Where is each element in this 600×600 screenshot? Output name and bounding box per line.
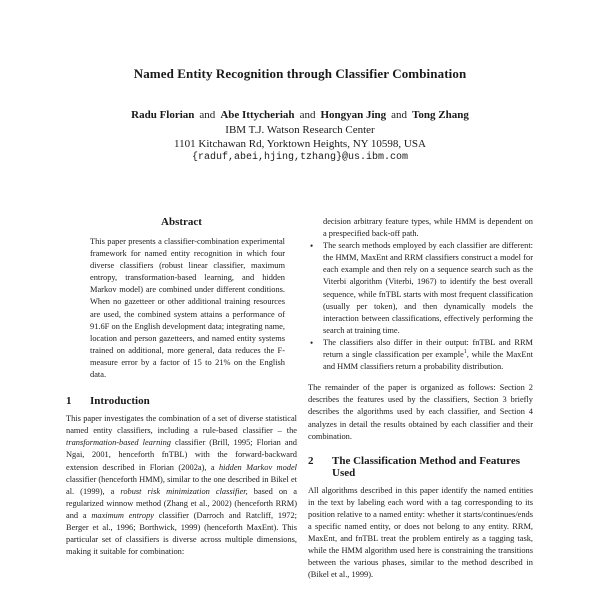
author-name: Abe Ittycheriah [220, 109, 295, 121]
affiliation-address: 1101 Kitchawan Rd, Yorktown Heights, NY 10598, USA [174, 138, 426, 150]
section-number: 1 [66, 395, 72, 408]
text-run: classifier (henceforth HMM), similar to the one described in Bikel et al. (1999), a [66, 474, 297, 496]
text-run: The classifiers also differ in their output: fnTBL and RRM return a single classification per example [323, 337, 533, 360]
bullet-list [308, 240, 533, 373]
author-emails: {raduf,abei,hjing,tzhang}@us.ibm.com [191, 152, 409, 163]
abstract-heading: Abstract [161, 216, 202, 228]
continued-bullet-text: decision arbitrary feature types, while HMM is dependent on a prespecified back-off path. [323, 217, 533, 239]
text-run: classifier (Darroch and Ratcliff, 1972; Berger et al., 1996; Borthwick, 1999) (henceforth MaxEnt). This particular set of classifiers is diverse across multiple dimensions, making it suitable for combination: [66, 510, 297, 557]
emphasis-text: robust risk minimization classifier, [120, 486, 248, 496]
section-heading-introduction [66, 395, 297, 407]
abstract-text: This paper presents a classifier-combination experimental framework for named entity recognition in which four diverse classifiers (robust linear classifier, maximum entropy, transformation-based learning, and hidden Markov model) are combined under different conditions. When no gazetteer or other additional training resources are used, the combined system attains a performance of 91.6F on the English development data; integrating name, location and person gazetteers, and named entity systems trained on additional, more general, data reduces the F-measure error by a factor of 15 to 21% on the English data. [90, 237, 285, 380]
emphasis-text: maximum entropy [91, 510, 154, 520]
text-run: classifier (Brill, 1995; Florian and Ngai, 2001, henceforth fnTBL) with the forward-backward extension described in Florian (2002a), a [66, 438, 297, 472]
section-number: 2 [308, 454, 314, 467]
right-column [308, 216, 533, 581]
author-list [0, 109, 600, 121]
author-name: Hongyan Jing [320, 109, 387, 121]
introduction-paragraph [66, 413, 297, 558]
author-separator: and [391, 109, 408, 121]
section-heading-classification [308, 455, 533, 479]
emphasis-text: transformation-based learning [66, 438, 171, 448]
affiliation-institution: IBM T.J. Watson Research Center [225, 124, 375, 136]
emphasis-text: hidden Markov model [218, 462, 297, 472]
list-item [308, 337, 533, 373]
text-run: based on a regularized winnow method (Zhang et al., 2002) (henceforth RRM) and a [66, 486, 297, 520]
paper-title: Named Entity Recognition through Classifier Combination [133, 66, 467, 81]
section-title: Introduction [90, 395, 150, 408]
left-column [66, 216, 297, 558]
footnote-mark: 1 [463, 349, 467, 356]
text-run: , while the MaxEnt and HMM classifiers return a probability distribution. [323, 350, 534, 372]
author-name: Radu Florian [131, 109, 195, 121]
author-separator: and [299, 109, 316, 121]
author-name: Tong Zhang [412, 109, 469, 121]
list-item: • The search methods employed by each classifier are different: the HMM, MaxEnt and RRM classifiers construct a model for each example and then rely on a sequence search such as the Viterbi algorithm (Viterbi, 1967) to identify the best overall sequence, while fnTBL starts with most frequent classification (usually per token), and then dynamically models the interaction between classifications, effectively performing the search at training time. [308, 240, 533, 337]
section-title: The Classification Method and Features Used [332, 454, 521, 479]
author-separator: and [199, 109, 216, 121]
section2-paragraph: All algorithms described in this paper identify the named entities in the text by labeling each word with a tag corresponding to its position relative to a named entity: whether it starts/continues/ends a specific named entity, or does not belong to any entity. RRM, MaxEnt, and fnTBL treat the problem entirely as a tagging task, while the HMM algorithm used here is constraining the transitions between the various phases, similar to the method described in (Bikel et al., 1999). [308, 485, 533, 580]
text-run: This paper investigates the combination of a set of diverse statistical named entity classifiers, including a rule-based classifier – the [66, 414, 297, 436]
paper-outline-paragraph: The remainder of the paper is organized as follows: Section 2 describes the features used by the classifiers, Section 3 briefly describes the algorithms used by each classifier, and Section 4 analyzes in detail the results obtained by each classifier and their combination. [308, 383, 533, 441]
